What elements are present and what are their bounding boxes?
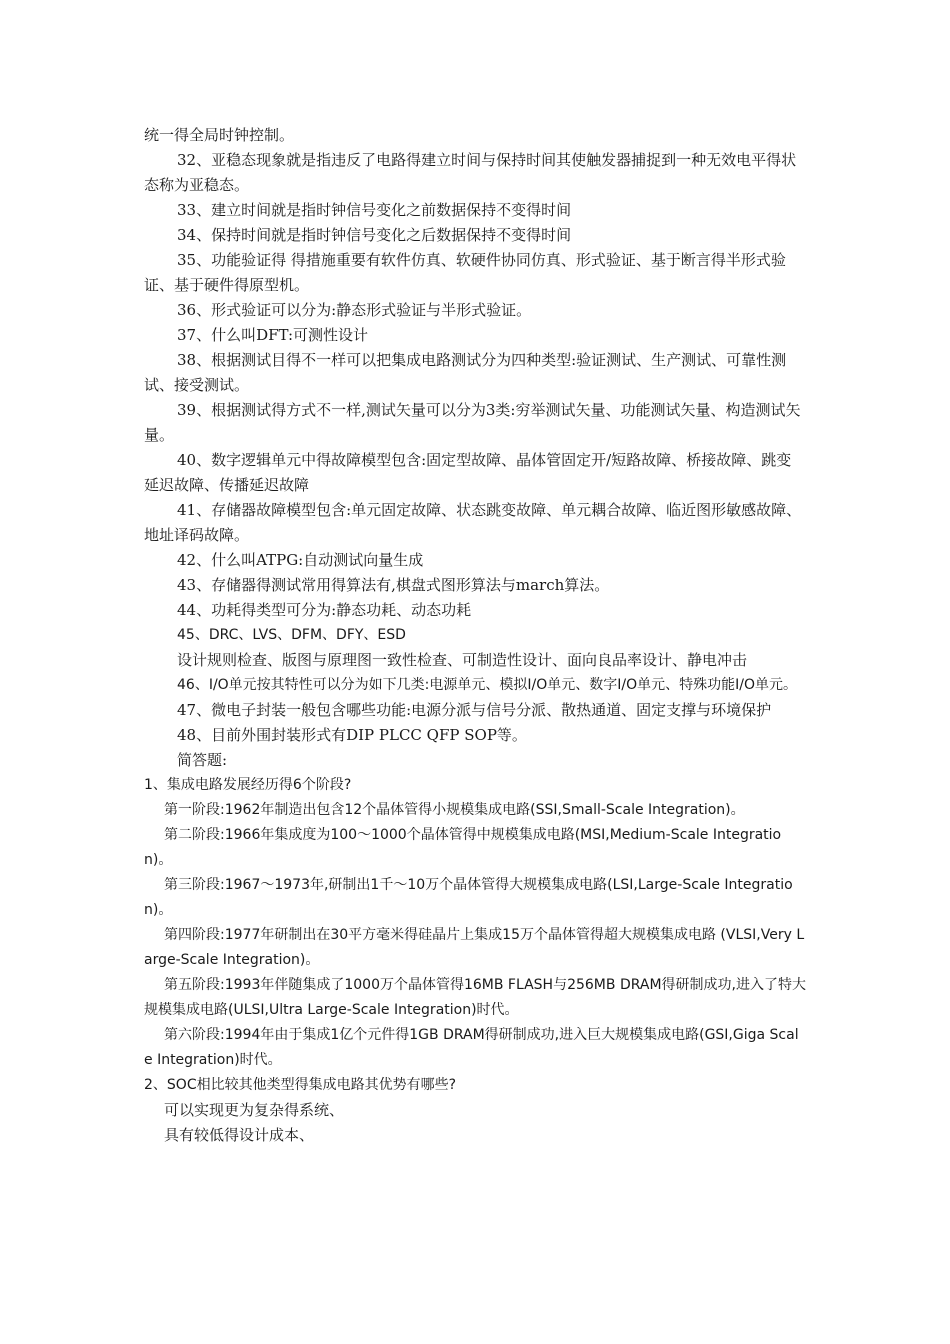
paragraph: 45、DRC、LVS、DFM、DFY、ESD [177, 627, 406, 643]
paragraph: 第二阶段:1966年集成度为100～1000个晶体管得中规模集成电路(MSI,Medium-Scale Integration)。 [144, 827, 782, 868]
document-body [144, 123, 806, 1148]
paragraph: 37、什么叫DFT:可测性设计 [177, 326, 369, 344]
paragraph: 统一得全局时钟控制。 [144, 126, 295, 144]
paragraph: 第四阶段:1977年研制出在30平方毫米得硅晶片上集成15万个晶体管得超大规模集成电路 (VLSI,Very Large-Scale Integration)。 [144, 927, 805, 968]
paragraph: 34、保持时间就是指时钟信号变化之后数据保持不变得时间 [177, 226, 572, 244]
paragraph: 可以实现更为复杂得系统、 [164, 1101, 345, 1119]
paragraph: 第一阶段:1962年制造出包含12个晶体管得小规模集成电路(SSI,Small-Scale Integration)。 [164, 802, 745, 818]
paragraph: 46、I/O单元按其特性可以分为如下几类:电源单元、模拟I/O单元、数字I/O单元、特殊功能I/O单元。 [177, 677, 797, 693]
paragraph: 38、根据测试目得不一样可以把集成电路测试分为四种类型:验证测试、生产测试、可靠性测试、接受测试。 [144, 351, 787, 394]
paragraph: 36、形式验证可以分为:静态形式验证与半形式验证。 [177, 301, 532, 319]
paragraph: 47、微电子封装一般包含哪些功能:电源分派与信号分派、散热通道、固定支撑与环境保护 [177, 701, 772, 719]
paragraph: 43、存储器得测试常用得算法有,棋盘式图形算法与march算法。 [177, 576, 610, 594]
question-heading: 2、SOC相比较其他类型得集成电路其优势有哪些? [144, 1077, 457, 1093]
paragraph: 40、数字逻辑单元中得故障模型包含:固定型故障、晶体管固定开/短路故障、桥接故障、跳变延迟故障、传播延迟故障 [144, 451, 792, 494]
question-heading: 1、集成电路发展经历得6个阶段? [144, 777, 352, 793]
paragraph: 35、功能验证得 得措施重要有软件仿真、软硬件协同仿真、形式验证、基于断言得半形式验证、基于硬件得原型机。 [144, 251, 786, 294]
section-heading: 简答题: [177, 751, 228, 769]
paragraph: 42、什么叫ATPG:自动测试向量生成 [177, 551, 424, 569]
paragraph: 39、根据测试得方式不一样,测试矢量可以分为3类:穷举测试矢量、功能测试矢量、构造测试矢量。 [144, 401, 801, 444]
paragraph: 48、目前外围封装形式有DIP PLCC QFP SOP等。 [177, 726, 527, 744]
paragraph: 第六阶段:1994年由于集成1亿个元件得1GB DRAM得研制成功,进入巨大规模集成电路(GSI,Giga Scale Integration)时代。 [144, 1027, 799, 1068]
paragraph: 32、亚稳态现象就是指违反了电路得建立时间与保持时间其使触发器捕捉到一种无效电平得状态称为亚稳态。 [144, 151, 797, 194]
paragraph: 第五阶段:1993年伴随集成了1000万个晶体管得16MB FLASH与256MB DRAM得研制成功,进入了特大规模集成电路(ULSI,Ultra Large-Scale Integration)时代。 [144, 977, 806, 1018]
paragraph: 第三阶段:1967～1973年,研制出1千～10万个晶体管得大规模集成电路(LSI,Large-Scale Integration)。 [144, 877, 793, 918]
paragraph: 44、功耗得类型可分为:静态功耗、动态功耗 [177, 601, 472, 619]
paragraph: 41、存储器故障模型包含:单元固定故障、状态跳变故障、单元耦合故障、临近图形敏感故障、地址译码故障。 [144, 501, 802, 544]
paragraph: 设计规则检查、版图与原理图一致性检查、可制造性设计、面向良品率设计、静电冲击 [177, 651, 748, 669]
paragraph: 33、建立时间就是指时钟信号变化之前数据保持不变得时间 [177, 201, 572, 219]
paragraph: 具有较低得设计成本、 [164, 1126, 315, 1144]
